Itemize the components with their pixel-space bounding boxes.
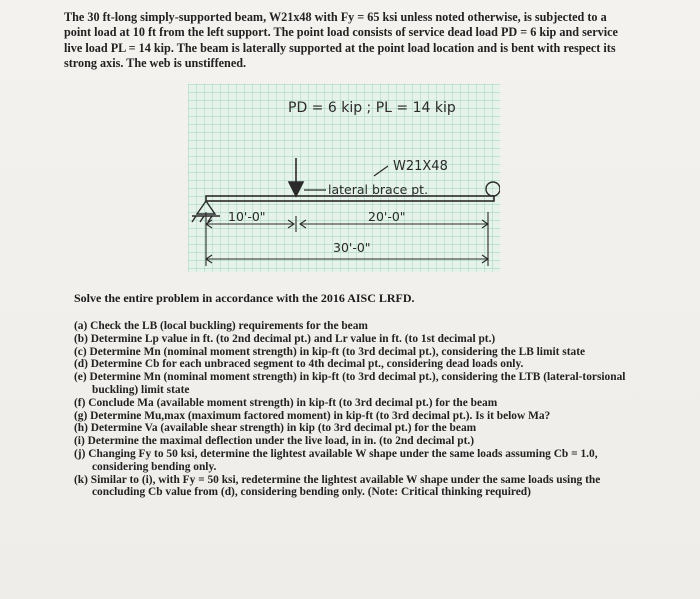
question-b: (b) Determine Lp value in ft. (to 2nd decimal pt.) and Lr value in ft. (to 1st decimal pt.) [74,332,496,345]
question-c: (c) Determine Mn (nominal moment strength) in kip-ft (to 3rd decimal pt.), considering the LB limit state [74,345,586,358]
dim-right-label: 20'-0" [368,209,406,224]
dim-left-label: 10'-0" [228,209,266,224]
question-e: (e) Determine Mn (nominal moment strength) in kip-ft (to 3rd decimal pt.), considering the LTB (lateral-torsional buckling) limit state [74,371,626,396]
problem-statement [64,10,624,71]
question-h: (h) Determine Va (available shear strength) in kip (to 3rd decimal pt.) for the beam [74,422,477,435]
question-d: (d) Determine Cb for each unbraced segment to 4th decimal pt., considering dead loads only. [74,358,524,371]
beam-sketch [188,84,500,272]
instructions: Solve the entire problem in accordance with the 2016 AISC LRFD. [74,291,415,305]
question-i: (i) Determine the maximal deflection under the live load, in in. (to 2nd decimal pt.) [74,435,475,448]
question-j: (j) Changing Fy to 50 ksi, determine the lightest available W shape under the same loads assuming Cb = 1.0, considering bending only. [74,447,598,473]
question-a: (a) Check the LB (local buckling) requirements for the beam [74,320,368,332]
question-list [74,320,634,499]
loads-label: PD = 6 kip ; PL = 14 kip [288,100,456,116]
intro-paragraph: The 30 ft-long simply-supported beam, W21x48 with Fy = 65 ksi unless noted otherwise, is subjected to a point load at 10 ft from the left support. The point load consists of service dead load PD = 6 kip and service live load PL = 14 kip. The beam is laterally supported at the point load location and is bent with respect its strong axis. The web is unstiffened. [64,10,618,70]
dim-total-label: 30'-0" [333,240,371,255]
section-label: W21X48 [393,159,448,174]
brace-label: lateral brace pt. [328,182,429,197]
question-g: (g) Determine Mu,max (maximum factored moment) in kip-ft (to 3rd decimal pt.). Is it below Ma? [74,409,551,422]
question-f: (f) Conclude Ma (available moment strength) in kip-ft (to 3rd decimal pt.) for the beam [74,396,498,409]
question-k: (k) Similar to (i), with Fy = 50 ksi, redetermine the lightest available W shape under the same loads using the concluding Cb value from (d), considering bending only. (Note: Critical thinking required) [74,473,601,499]
